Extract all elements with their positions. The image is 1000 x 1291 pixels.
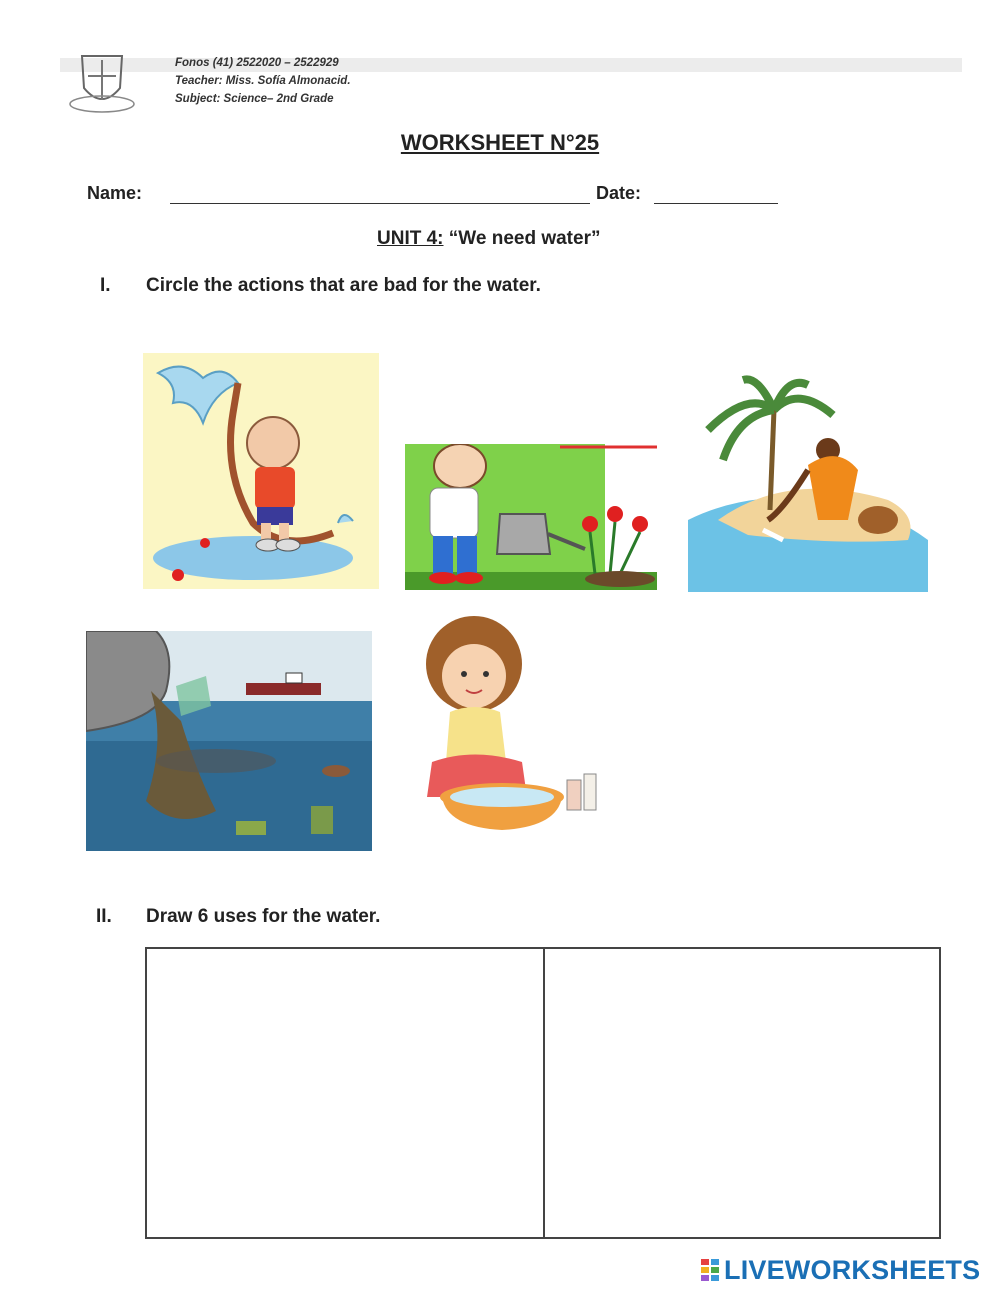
section-2-instruction: Draw 6 uses for the water. (146, 906, 381, 927)
section-2-number: II. (96, 906, 112, 927)
worksheet-title: WORKSHEET N°25 (400, 130, 600, 155)
woman-washing-at-shore-picture[interactable] (688, 370, 928, 592)
girl-washing-clothes-picture[interactable] (402, 612, 634, 840)
school-crest-logo (62, 48, 142, 118)
section-1-instruction: Circle the actions that are bad for the water. (146, 275, 541, 296)
boy-spraying-hose-picture[interactable] (143, 353, 379, 589)
drawing-grid (145, 947, 941, 1239)
boy-watering-flowers-picture[interactable] (405, 444, 657, 590)
name-field[interactable] (170, 203, 590, 204)
unit-heading: UNIT 4: “We need water” (377, 228, 601, 249)
pipe-polluting-sea-picture[interactable] (86, 631, 372, 851)
liveworksheets-logo (700, 1254, 980, 1286)
name-label: Name: (87, 183, 143, 203)
header-phone: Fonos (41) 2522020 – 2522929 (175, 57, 339, 69)
top-margin (0, 0, 1000, 58)
header-subject: Subject: Science– 2nd Grade (175, 93, 334, 105)
header-teacher: Teacher: Miss. Sofía Almonacid. (175, 75, 351, 87)
date-label: Date: (596, 183, 642, 203)
liveworksheets-mark-icon (700, 1258, 720, 1282)
liveworksheets-wordmark: LIVEWORKSHEETS (724, 1254, 981, 1285)
grid-divider (543, 949, 545, 1237)
section-1-number: I. (100, 275, 111, 296)
date-field[interactable] (654, 203, 778, 204)
